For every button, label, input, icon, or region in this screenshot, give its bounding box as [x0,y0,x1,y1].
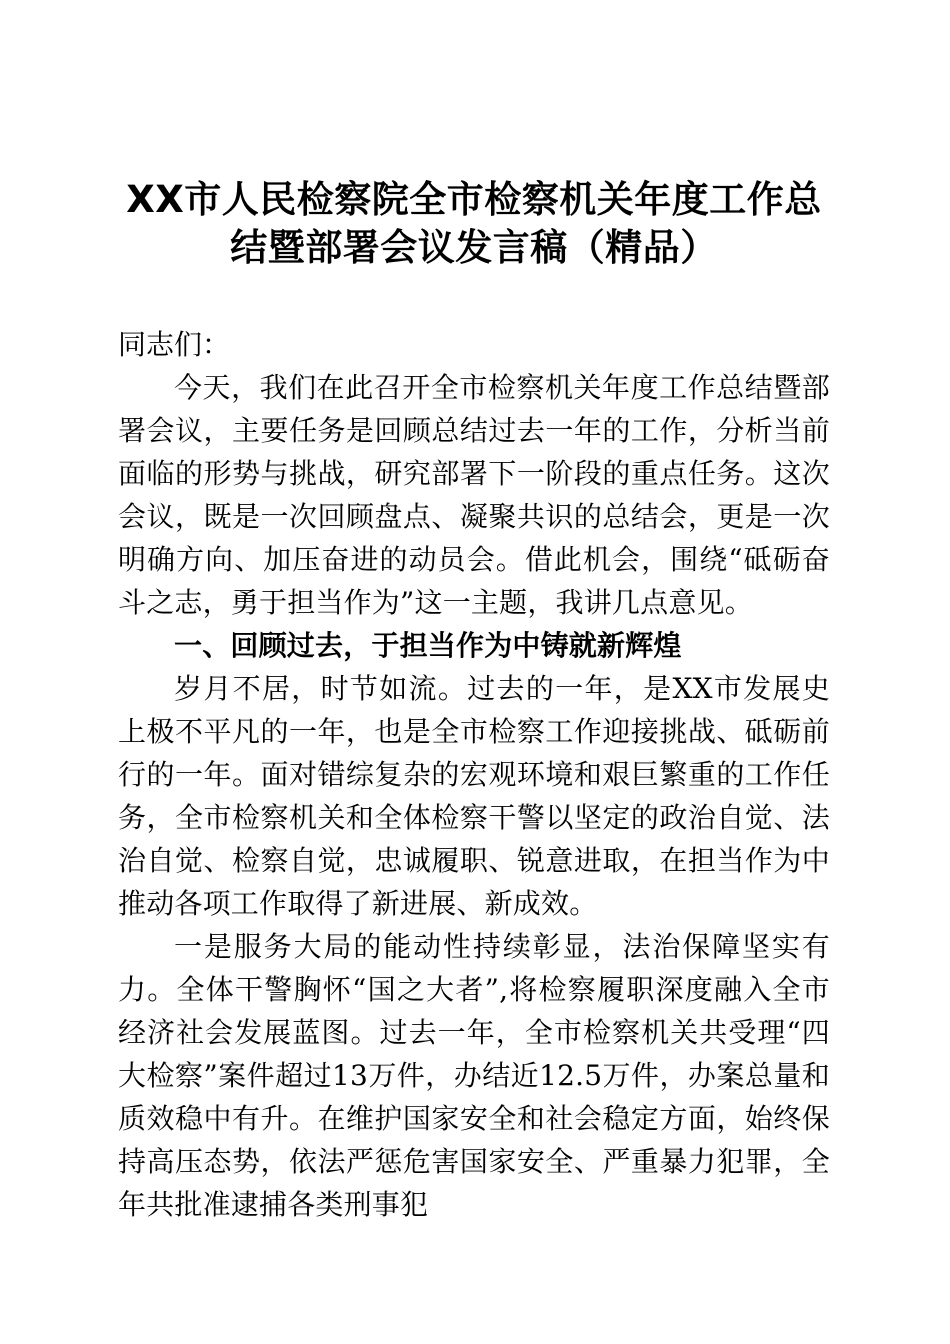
salutation: 同志们： [118,328,231,361]
section-heading-one: 一、回顾过去，于担当作为中铸就新辉煌 [174,629,682,662]
document-body [118,0,830,1226]
page-title: XX市人民检察院全市检察机关年度工作总结暨部署会议发言稿（精品） [126,178,822,269]
paragraph-container [118,366,830,1226]
review-paragraph: 岁月不居，时节如流。过去的一年，是XX市发展史上极不平凡的一年，也是全市检察工作迎接挑战、砥砺前行的一年。面对错综复杂的宏观环境和艰巨繁重的工作任务，全市检察机关和全体检察干警以坚定的政治自觉、法治自觉、检察自觉，忠诚履职、锐意进取，在担当作为中推动各项工作取得了新进展、新成效。 [118,672,830,920]
intro-paragraph: 今天，我们在此召开全市检察机关年度工作总结暨部署会议，主要任务是回顾总结过去一年的工作，分析当前面临的形势与挑战，研究部署下一阶段的重点任务。这次会议，既是一次回顾盘点、凝聚共识的总结会，更是一次明确方向、加压奋进的动员会。借此机会，围绕“砥砺奋斗之志，勇于担当作为”这一主题，我讲几点意见。 [118,371,830,619]
point-one-paragraph: 一是服务大局的能动性持续彰显，法治保障坚实有力。全体干警胸怀“国之大者”,将检察履职深度融入全市经济社会发展蓝图。过去一年，全市检察机关共受理“四大检察”案件超过13万件，办结近12.5万件，办案总量和质效稳中有升。在维护国家安全和社会稳定方面，始终保持高压态势，依法严惩危害国家安全、严重暴力犯罪，全年共批准逮捕各类刑事犯 [118,930,830,1221]
